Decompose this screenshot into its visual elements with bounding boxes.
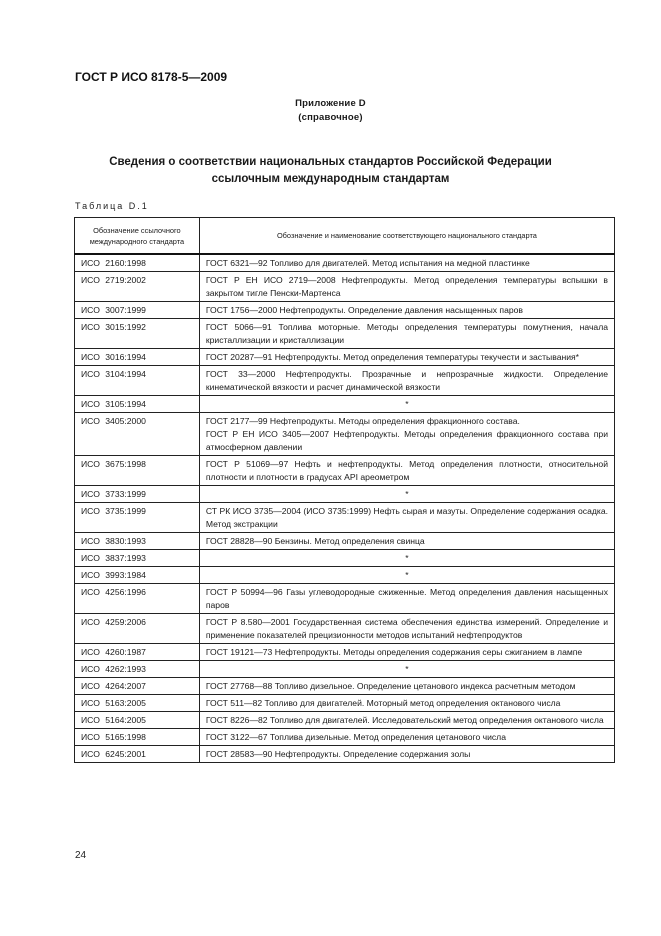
table-row <box>75 503 615 533</box>
iso-standard-cell: ИСО 5165:1998 <box>75 729 200 746</box>
national-standard-cell <box>199 503 614 533</box>
iso-standard-cell: ИСО 4264:2007 <box>75 678 200 695</box>
national-standard-cell <box>199 695 614 712</box>
document-code: ГОСТ Р ИСО 8178-5—2009 <box>75 70 228 84</box>
table-row <box>75 729 615 746</box>
national-standard-cell <box>199 486 614 503</box>
national-standard-text: ГОСТ 6321—92 Топливо для двигателей. Метод испытания на медной пластинке <box>205 258 530 268</box>
national-standard-text: СТ РК ИСО 3735—2004 (ИСО 3735:1999) Нефть сырая и мазуты. Определение содержания осадка. Метод экстракции <box>205 506 608 529</box>
national-standard-cell <box>199 302 614 319</box>
national-standard-cell <box>199 456 614 486</box>
table-row <box>75 456 615 486</box>
section-title <box>0 154 661 188</box>
iso-standard-cell: ИСО 5164:2005 <box>75 712 200 729</box>
table-row <box>75 302 615 319</box>
iso-standard-cell: ИСО 3675:1998 <box>75 456 200 486</box>
national-standard-cell <box>199 366 614 396</box>
iso-standard-cell: ИСО 5163:2005 <box>75 695 200 712</box>
national-standard-text: ГОСТ 8226—82 Топливо для двигателей. Исследовательский метод определения октанового числа <box>205 715 604 725</box>
header-national-standard: Обозначение и наименование соответствующего национального стандарта <box>199 218 614 255</box>
national-standard-cell <box>199 567 614 584</box>
national-standard-text: ГОСТ 1756—2000 Нефтепродукты. Определение давления насыщенных паров <box>205 305 523 315</box>
appendix-subtitle: (справочное) <box>298 112 363 123</box>
iso-standard-cell: ИСО 2160:1998 <box>75 254 200 272</box>
table-label: Таблица D.1 <box>75 201 149 211</box>
iso-standard-cell: ИСО 2719:2002 <box>75 272 200 302</box>
national-standard-cell <box>199 319 614 349</box>
national-standard-cell <box>199 584 614 614</box>
appendix-title: Приложение D <box>295 98 366 109</box>
table-row <box>75 678 615 695</box>
national-standard-text: ГОСТ Р 8.580—2001 Государственная система обеспечения единства измерений. Определение и применение показателей прецизионности методов испытаний нефтепродуктов <box>205 617 608 640</box>
national-standard-text: ГОСТ 2177—99 Нефтепродукты. Методы определения фракционного состава. <box>205 416 520 426</box>
section-title-line-2: ссылочным международным стандартам <box>211 173 450 185</box>
iso-standard-cell: ИСО 3837:1993 <box>75 550 200 567</box>
national-standard-text: ГОСТ Р ЕН ИСО 2719—2008 Нефтепродукты. Метод определения температуры вспышки в закрытом тигле Пенски-Мартенса <box>205 275 608 298</box>
iso-standard-cell: ИСО 3993:1984 <box>75 567 200 584</box>
iso-standard-cell: ИСО 4262:1993 <box>75 661 200 678</box>
national-standard-text: ГОСТ 19121—73 Нефтепродукты. Методы определения содержания серы сжиганием в лампе <box>205 647 583 657</box>
national-standard-text: * <box>405 489 409 499</box>
national-standard-text: ГОСТ 28583—90 Нефтепродукты. Определение содержания золы <box>205 749 471 759</box>
iso-standard-cell: ИСО 3015:1992 <box>75 319 200 349</box>
iso-standard-cell: ИСО 3016:1994 <box>75 349 200 366</box>
table-row <box>75 533 615 550</box>
iso-standard-cell: ИСО 3735:1999 <box>75 503 200 533</box>
table-row <box>75 349 615 366</box>
iso-standard-cell: ИСО 4259:2006 <box>75 614 200 644</box>
appendix-heading <box>0 97 661 125</box>
national-standard-text: * <box>405 570 409 580</box>
iso-standard-cell: ИСО 3105:1994 <box>75 396 200 413</box>
national-standard-cell <box>199 413 614 456</box>
table-row <box>75 584 615 614</box>
national-standard-cell <box>199 272 614 302</box>
iso-standard-cell: ИСО 3405:2000 <box>75 413 200 456</box>
national-standard-cell <box>199 729 614 746</box>
table-row <box>75 661 615 678</box>
iso-standard-cell: ИСО 4260:1987 <box>75 644 200 661</box>
national-standard-cell <box>199 396 614 413</box>
iso-standard-cell: ИСО 3007:1999 <box>75 302 200 319</box>
national-standard-text: ГОСТ Р 51069—97 Нефть и нефтепродукты. Метод определения плотности, относительной плотности и плотности в градусах API ареометром <box>205 459 608 482</box>
national-standard-cell <box>199 644 614 661</box>
national-standard-cell <box>199 746 614 763</box>
table-row <box>75 413 615 456</box>
table-row <box>75 712 615 729</box>
national-standard-text-2: ГОСТ Р ЕН ИСО 3405—2007 Нефтепродукты. Методы определения фракционного состава при атмосферном давлении <box>205 429 608 452</box>
national-standard-text: * <box>405 553 409 563</box>
national-standard-cell <box>199 254 614 272</box>
table-row <box>75 644 615 661</box>
national-standard-cell <box>199 678 614 695</box>
table-header-row <box>75 218 615 255</box>
national-standard-cell <box>199 550 614 567</box>
table-row <box>75 695 615 712</box>
iso-standard-cell: ИСО 3733:1999 <box>75 486 200 503</box>
national-standard-cell <box>199 712 614 729</box>
table-row <box>75 319 615 349</box>
national-standard-text: ГОСТ 5066—91 Топлива моторные. Методы определения температуры помутнения, начала кристаллизации и кристаллизации <box>205 322 608 345</box>
iso-standard-cell: ИСО 3104:1994 <box>75 366 200 396</box>
iso-standard-cell: ИСО 4256:1996 <box>75 584 200 614</box>
national-standard-cell <box>199 533 614 550</box>
correspondence-table <box>74 217 615 763</box>
national-standard-text: * <box>405 664 409 674</box>
table-row <box>75 614 615 644</box>
table-row <box>75 567 615 584</box>
section-title-line-1: Сведения о соответствии национальных стандартов Российской Федерации <box>109 156 552 168</box>
table-body <box>75 254 615 763</box>
iso-standard-cell: ИСО 3830:1993 <box>75 533 200 550</box>
national-standard-text: ГОСТ 33—2000 Нефтепродукты. Прозрачные и непрозрачные жидкости. Определение кинематической вязкости и расчет динамической вязкости <box>205 369 608 392</box>
table-row <box>75 550 615 567</box>
table-row <box>75 366 615 396</box>
national-standard-text: ГОСТ 20287—91 Нефтепродукты. Метод определения температуры текучести и застывания* <box>205 352 580 362</box>
table-row <box>75 486 615 503</box>
national-standard-cell <box>199 614 614 644</box>
national-standard-text: * <box>405 399 409 409</box>
national-standard-text: ГОСТ Р 50994—96 Газы углеводородные сжиженные. Метод определения давления насыщенных паров <box>205 587 608 610</box>
page-number: 24 <box>75 850 87 861</box>
national-standard-text: ГОСТ 3122—67 Топлива дизельные. Метод определения цетанового числа <box>205 732 506 742</box>
national-standard-text: ГОСТ 27768—88 Топливо дизельное. Определение цетанового индекса расчетным методом <box>205 681 576 691</box>
national-standard-text: ГОСТ 511—82 Топливо для двигателей. Моторный метод определения октанового числа <box>205 698 561 708</box>
national-standard-cell <box>199 661 614 678</box>
header-international-standard: Обозначение ссылочного международного стандарта <box>75 218 200 255</box>
national-standard-cell <box>199 349 614 366</box>
table-row <box>75 272 615 302</box>
table-row <box>75 746 615 763</box>
table-row <box>75 254 615 272</box>
iso-standard-cell: ИСО 6245:2001 <box>75 746 200 763</box>
national-standard-text: ГОСТ 28828—90 Бензины. Метод определения свинца <box>205 536 425 546</box>
table-row <box>75 396 615 413</box>
